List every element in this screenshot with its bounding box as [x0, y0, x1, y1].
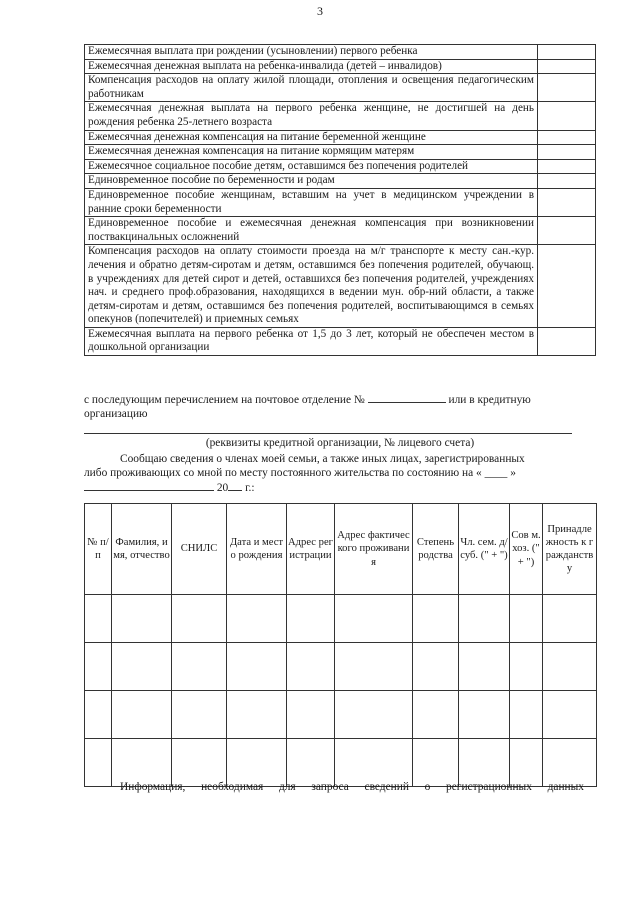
benefit-label: Ежемесячное социальное пособие детям, оставшимся без попечения родителей — [85, 159, 538, 174]
date-line — [84, 480, 596, 495]
table-row — [85, 595, 597, 643]
benefit-row — [85, 74, 596, 102]
benefit-checkbox-cell[interactable] — [538, 130, 596, 145]
family-column-header: Фамилия, имя, отчество — [112, 504, 172, 595]
table-cell[interactable] — [287, 691, 335, 739]
postal-line-after: или в кредитную организацию — [84, 394, 531, 420]
open-quote: « — [476, 467, 482, 479]
table-cell[interactable] — [413, 691, 459, 739]
table-cell[interactable] — [543, 691, 597, 739]
benefit-row — [85, 174, 596, 189]
table-cell[interactable] — [227, 595, 287, 643]
table-cell[interactable] — [112, 691, 172, 739]
benefit-checkbox-cell[interactable] — [538, 327, 596, 355]
table-cell[interactable] — [227, 691, 287, 739]
benefit-checkbox-cell[interactable] — [538, 74, 596, 102]
table-cell[interactable] — [335, 643, 413, 691]
benefit-label: Ежемесячная выплата на первого ребенка от 1,5 до 3 лет, который не обеспечен местом в дошкольной организации — [85, 327, 538, 355]
close-quote: » — [510, 467, 516, 479]
table-cell[interactable] — [510, 643, 543, 691]
table-row — [85, 691, 597, 739]
table-cell[interactable] — [112, 595, 172, 643]
benefit-checkbox-cell[interactable] — [538, 59, 596, 74]
benefit-label: Ежемесячная денежная компенсация на питание беременной женщине — [85, 130, 538, 145]
family-column-header: СНИЛС — [172, 504, 227, 595]
family-column-header: Дата и место рождения — [227, 504, 287, 595]
family-column-header: Адрес фактического проживания — [335, 504, 413, 595]
family-intro-text: либо проживающих со мной по месту постоянного жительства по состоянию на — [84, 467, 474, 479]
table-cell[interactable] — [335, 691, 413, 739]
benefit-row — [85, 327, 596, 355]
table-cell[interactable] — [510, 691, 543, 739]
benefit-checkbox-cell[interactable] — [538, 188, 596, 216]
benefit-checkbox-cell[interactable] — [538, 217, 596, 245]
year-blank — [228, 480, 242, 491]
postal-line — [84, 392, 596, 421]
family-intro-line2 — [84, 466, 596, 480]
benefit-checkbox-cell[interactable] — [538, 145, 596, 160]
table-cell[interactable] — [510, 595, 543, 643]
table-cell[interactable] — [172, 691, 227, 739]
table-cell[interactable] — [543, 643, 597, 691]
benefit-row — [85, 159, 596, 174]
benefit-row — [85, 217, 596, 245]
year-prefix: 20 — [216, 482, 229, 494]
benefit-row — [85, 45, 596, 60]
family-intro-line1: Сообщаю сведения о членах моей семьи, а также иных лицах, зарегистрированных — [120, 453, 525, 465]
family-column-header: Принадлежность к гражданству — [543, 504, 597, 595]
family-column-header: Сов м. хоз. (" + ") — [510, 504, 543, 595]
table-cell[interactable] — [172, 595, 227, 643]
table-cell[interactable] — [335, 595, 413, 643]
family-members-table — [84, 503, 597, 787]
benefit-label: Единовременное пособие женщинам, вставшим на учет в медицинском учреждении в ранние сроки беременности — [85, 188, 538, 216]
benefit-label: Компенсация расходов на оплату стоимости проезда на м/г транспорте к месту сан.-кур. лечения и обратно детям-сиротам и детям, оставшимся без попечения родителей, обучающ. в учреждениях для детей сирот и детей, оставшихся без попечения родителей, учреждениях нач. и среднего проф.образования, находящихся в ведении мун. обр-ний области, а также детям-сиротам и детям, оставшимся без попечения родителей, воспитывающимся в семьях опекунов (попечителей) и приемных семьях — [85, 245, 538, 328]
benefit-label: Единовременное пособие и ежемесячная денежная компенсация при возникновении поствакцинальных осложнений — [85, 217, 538, 245]
benefit-row — [85, 245, 596, 328]
day-blank: ____ — [484, 467, 508, 479]
benefit-checkbox-cell[interactable] — [538, 245, 596, 328]
benefit-row — [85, 102, 596, 130]
benefit-checkbox-cell[interactable] — [538, 159, 596, 174]
benefit-label: Компенсация расходов на оплату жилой площади, отопления и освещения педагогическим работникам — [85, 74, 538, 102]
table-cell[interactable] — [287, 643, 335, 691]
benefit-label: Ежемесячная денежная выплата на ребенка-инвалида (детей – инвалидов) — [85, 59, 538, 74]
benefit-checkbox-cell[interactable] — [538, 174, 596, 189]
table-cell[interactable] — [459, 691, 510, 739]
table-cell[interactable] — [227, 643, 287, 691]
benefit-row — [85, 145, 596, 160]
footer-text: Информация, необходимая для запроса сведений о регистрационных данных — [120, 781, 584, 793]
benefit-checkbox-cell[interactable] — [538, 102, 596, 130]
month-blank — [84, 480, 214, 491]
family-column-header: Чл. сем. д/суб. (" + ") — [459, 504, 510, 595]
benefit-label: Единовременное пособие по беременности и родам — [85, 174, 538, 189]
table-cell[interactable] — [413, 595, 459, 643]
benefit-checkbox-cell[interactable] — [538, 45, 596, 60]
table-cell[interactable] — [85, 595, 112, 643]
family-column-header: Степень родства — [413, 504, 459, 595]
family-column-header: № п/п — [85, 504, 112, 595]
benefit-label: Ежемесячная денежная выплата на первого ребенка женщине, не достигшей на день рождения ребенка 25-летнего возраста — [85, 102, 538, 130]
table-cell[interactable] — [85, 643, 112, 691]
year-suffix: г.: — [245, 482, 255, 494]
table-cell[interactable] — [413, 643, 459, 691]
page-number: 3 — [317, 4, 323, 18]
benefit-label: Ежемесячная выплата при рождении (усыновлении) первого ребенка — [85, 45, 538, 60]
postal-line-before: с последующим перечислением на почтовое отделение № — [84, 394, 365, 406]
table-cell[interactable] — [459, 643, 510, 691]
benefit-row — [85, 59, 596, 74]
postal-office-blank — [368, 392, 446, 403]
table-cell[interactable] — [172, 643, 227, 691]
table-cell[interactable] — [459, 595, 510, 643]
table-row — [85, 643, 597, 691]
table-cell[interactable] — [287, 595, 335, 643]
bank-details-line — [84, 433, 572, 434]
benefit-row — [85, 188, 596, 216]
table-cell[interactable] — [112, 643, 172, 691]
benefit-row — [85, 130, 596, 145]
table-cell[interactable] — [85, 691, 112, 739]
benefit-label: Ежемесячная денежная компенсация на питание кормящим матерям — [85, 145, 538, 160]
benefits-table — [84, 44, 596, 356]
table-cell[interactable] — [543, 595, 597, 643]
family-column-header: Адрес регистрации — [287, 504, 335, 595]
bank-caption: (реквизиты кредитной организации, № лицевого счета) — [205, 437, 475, 449]
